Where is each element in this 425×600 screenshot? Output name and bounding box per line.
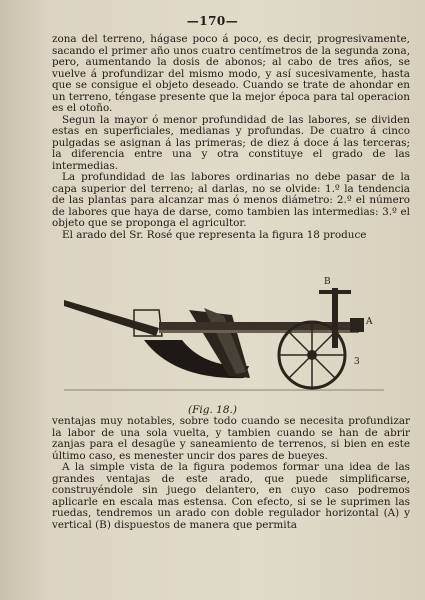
text-block-top bbox=[52, 34, 410, 241]
paragraph: zona del terreno, hágase poco á poco, es decir, progresivamente, sacando el primer año unos cuatro centímetros de la segunda zona, pero, aumentando la dosis de abonos; al cabo de tres años, se vuelve á profundizar del mismo modo, y así sucesivamente, hasta que se consigue el objeto deseado. Cuando se trate de ahondar en un terreno, téngase presente que la mejor época para tal operacion es el otoño. bbox=[52, 33, 410, 114]
paragraph: ventajas muy notables, sobre todo cuando se necesita profundizar la labor de una sola vuelta, y tambien cuando se han de abrir zanjas para el desagüe y saneamiento de terrenos, si bien en este último caso, es menester uncir dos pares de bueyes. bbox=[52, 415, 410, 462]
paragraph: A la simple vista de la figura podemos formar una idea de las grandes ventajas de este arado, que puede simplificarse, construyéndole sin juego delantero, en cuyo caso podremos aplicarle en escala mas estensa. Con efecto, si se le suprimen las ruedas, tendremos un arado con doble regulador horizontal (A) y vertical (B) dispuestos de manera que permita bbox=[52, 461, 410, 531]
paragraph: El arado del Sr. Rosé que representa la figura 18 produce bbox=[62, 228, 367, 241]
figure-label-b: B bbox=[324, 277, 331, 287]
paragraph: Segun la mayor ó menor profundidad de las labores, se dividen estas en superficiales, medianas y profundas. De cuatro á cinco pulgadas se asignan á las primeras; de diez á doce á las terceras; la diferencia entre una y otra constituye el grado de las intermedias. bbox=[52, 113, 410, 172]
paragraph: La profundidad de las labores ordinarias no debe pasar de la capa superior del terreno; al darlas, no se olvide: 1.º la tendencia de las plantas para alcanzar mas ó menos diámetro: 2.º el número de labores que haya de darse, como tambien las intermedias: 3.º el objeto que se proponga el agricultor. bbox=[52, 171, 410, 229]
page-number: —170— bbox=[186, 14, 239, 28]
text-block-bottom bbox=[52, 416, 410, 531]
regulator-crossbar bbox=[319, 290, 351, 294]
plow-illustration bbox=[64, 270, 384, 398]
regulator-clamp bbox=[350, 318, 364, 332]
figure-label-3: 3 bbox=[354, 357, 360, 367]
plow-beam-shadow bbox=[159, 330, 359, 333]
figure-label-a: A bbox=[366, 317, 373, 327]
plow-handle bbox=[64, 300, 159, 336]
figure-caption: (Fig. 18.) bbox=[188, 404, 237, 416]
vertical-regulator bbox=[332, 288, 338, 348]
